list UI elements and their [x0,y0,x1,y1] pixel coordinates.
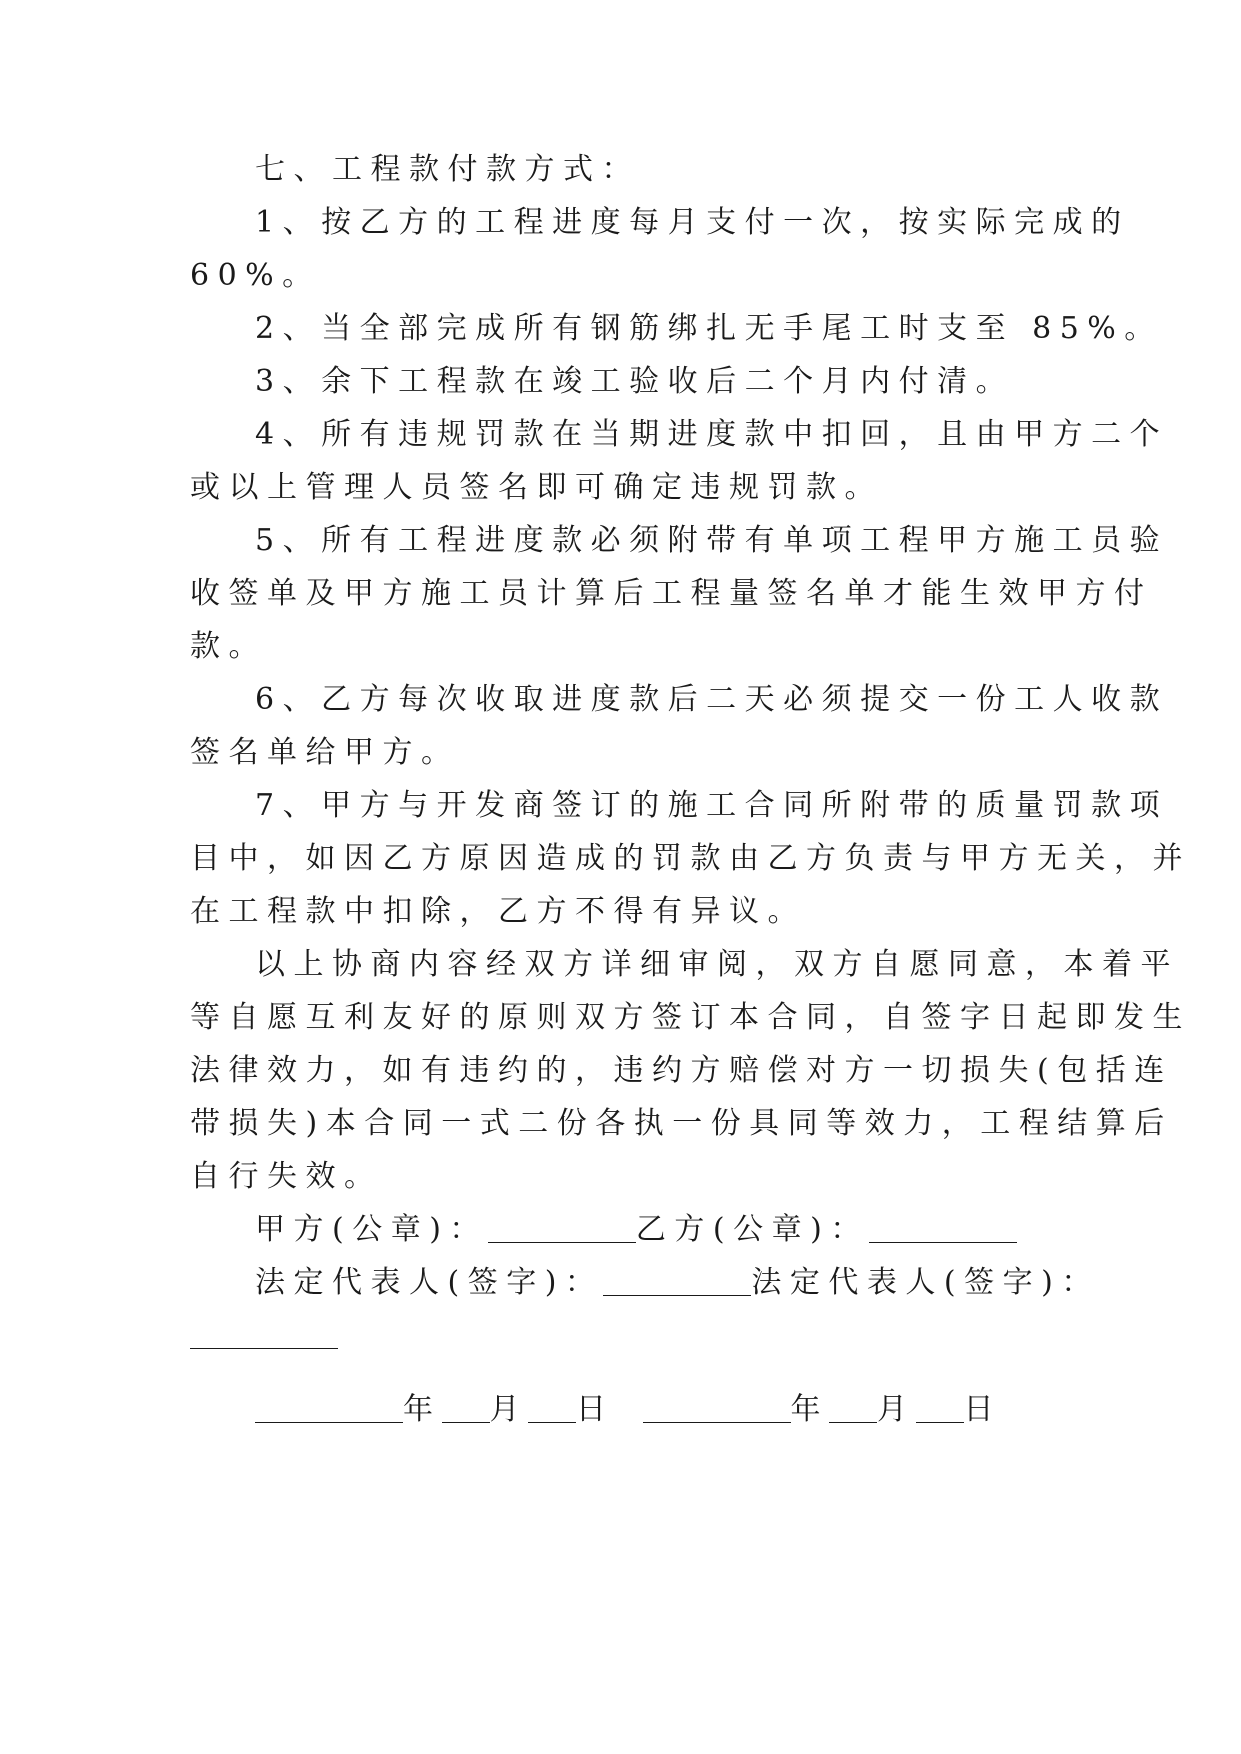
representative-row [255,1263,1100,1303]
section-heading: 七、工程款付款方式： [255,152,640,187]
rep-b-blank [190,1318,338,1349]
closing-line-3: 法律效力，如有违约的，违约方赔偿对方一切损失(包括连 [190,1053,1173,1088]
date-a-year-label: 年 [403,1392,442,1427]
date-a-day-label: 日 [576,1392,615,1427]
date-b-month-blank [829,1392,877,1423]
clause-3-line-1: 3、余下工程款在竣工验收后二个月内付清。 [255,364,1015,399]
date-b-day-label: 日 [963,1392,1003,1427]
closing-line-4: 带损失)本合同一式二份各执一份具同等效力，工程结算后 [190,1106,1173,1141]
date-b-month-label: 月 [877,1392,916,1427]
rep-b-blank-row [190,1316,1060,1356]
clause-7-line-1: 7、甲方与开发商签订的施工合同所附带的质量罚款项 [255,788,1169,823]
closing-line-2: 等自愿互利友好的原则双方签订本合同，自签字日起即发生 [190,1000,1191,1035]
date-b-year-label: 年 [790,1392,830,1427]
date-a-day-blank [528,1392,576,1423]
clause-6-line-1: 6、乙方每次收取进度款后二天必须提交一份工人收款 [255,682,1169,717]
date-a-year-blank [255,1392,403,1423]
clause-5-line-1: 5、所有工程进度款必须附带有单项工程甲方施工员验 [255,523,1169,558]
clause-1-line-2: 60%。 [190,258,321,293]
closing-line-1: 以上协商内容经双方详细审阅，双方自愿同意，本着平 [255,947,1179,982]
clause-4-line-1: 4、所有违规罚款在当期进度款中扣回，且由甲方二个 [255,417,1169,452]
seal-row [255,1210,1060,1250]
date-a-month-label: 月 [489,1392,528,1427]
clause-5-line-3: 款。 [190,629,267,664]
clause-7-line-2: 目中，如因乙方原因造成的罚款由乙方负责与甲方无关，并 [190,841,1191,876]
clause-4-line-2: 或以上管理人员签名即可确定违规罚款。 [190,470,883,505]
date-b-year-blank [643,1392,791,1423]
party-a-seal-blank [488,1212,636,1243]
date-a-month-blank [442,1392,490,1423]
party-b-seal-label: 乙方(公章)： [635,1212,869,1247]
rep-b-label: 法定代表人(签字)： [751,1265,1100,1300]
party-b-seal-blank [869,1212,1017,1243]
clause-2-line-1: 2、当全部完成所有钢筋绑扎无手尾工时支至 85%。 [255,311,1163,346]
date-b-day-blank [916,1392,964,1423]
clause-7-line-3: 在工程款中扣除，乙方不得有异议。 [190,894,806,929]
closing-line-5: 自行失效。 [190,1159,383,1194]
clause-6-line-2: 签名单给甲方。 [190,735,460,770]
clause-5-line-2: 收签单及甲方施工员计算后工程量签名单才能生效甲方付 [190,576,1153,611]
date-row [255,1390,1060,1430]
rep-a-label: 法定代表人(签字)： [255,1265,604,1300]
party-a-seal-label: 甲方(公章)： [255,1212,488,1247]
clause-1-line-1: 1、按乙方的工程进度每月支付一次，按实际完成的 [255,205,1130,240]
rep-a-blank [603,1265,751,1296]
